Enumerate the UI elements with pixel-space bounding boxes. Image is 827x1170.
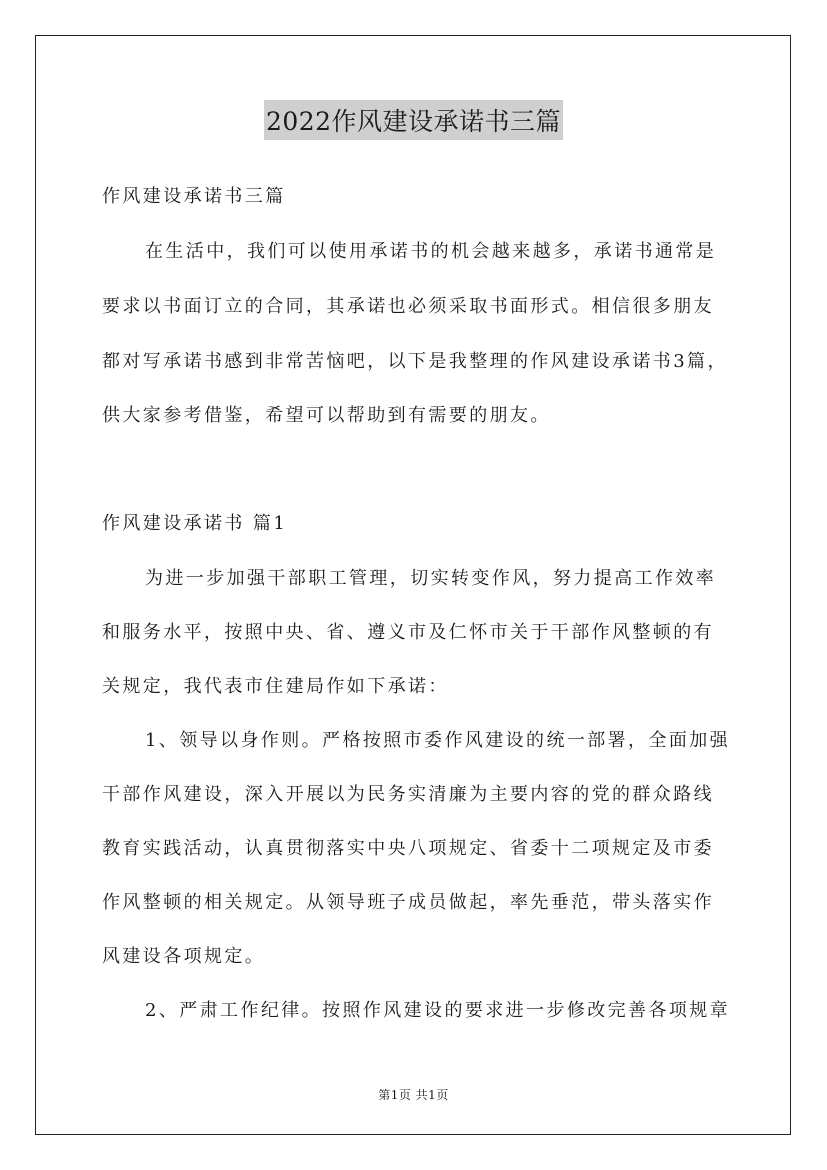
subtitle: 作风建设承诺书三篇 [102,186,286,207]
section-heading: 作风建设承诺书 篇1 [102,513,288,534]
title-wrap [0,100,827,140]
page-footer: 第1页 共1页 [378,1088,449,1102]
intro-line-4: 供大家参考借鉴，希望可以帮助到有需要的朋友。 [102,405,551,426]
item1-line-1: 1、领导以身作则。严格按照市委作风建设的统一部署，全面加强 [145,730,731,751]
body-line-3: 关规定，我代表市住建局作如下承诺： [102,676,449,697]
item1-line-2: 干部作风建设，深入开展以为民务实清廉为主要内容的党的群众路线 [102,784,714,805]
intro-line-1: 在生活中，我们可以使用承诺书的机会越来越多，承诺书通常是 [145,241,717,262]
body-line-2: 和服务水平，按照中央、省、遵义市及仁怀市关于干部作风整顿的有 [102,622,714,643]
document-title: 2022作风建设承诺书三篇 [264,100,563,140]
intro-line-3: 都对写承诺书感到非常苦恼吧，以下是我整理的作风建设承诺书3篇， [102,351,728,372]
item1-line-4: 作风整顿的相关规定。从领导班子成员做起，率先垂范，带头落实作 [102,892,714,913]
item1-line-3: 教育实践活动，认真贯彻落实中央八项规定、省委十二项规定及市委 [102,838,714,859]
item2-line-1: 2、严肃工作纪律。按照作风建设的要求进一步修改完善各项规章 [145,1000,731,1021]
body-line-1: 为进一步加强干部职工管理，切实转变作风，努力提高工作效率 [145,568,717,589]
intro-line-2: 要求以书面订立的合同，其承诺也必须采取书面形式。相信很多朋友 [102,296,714,317]
item1-line-5: 风建设各项规定。 [102,946,266,967]
